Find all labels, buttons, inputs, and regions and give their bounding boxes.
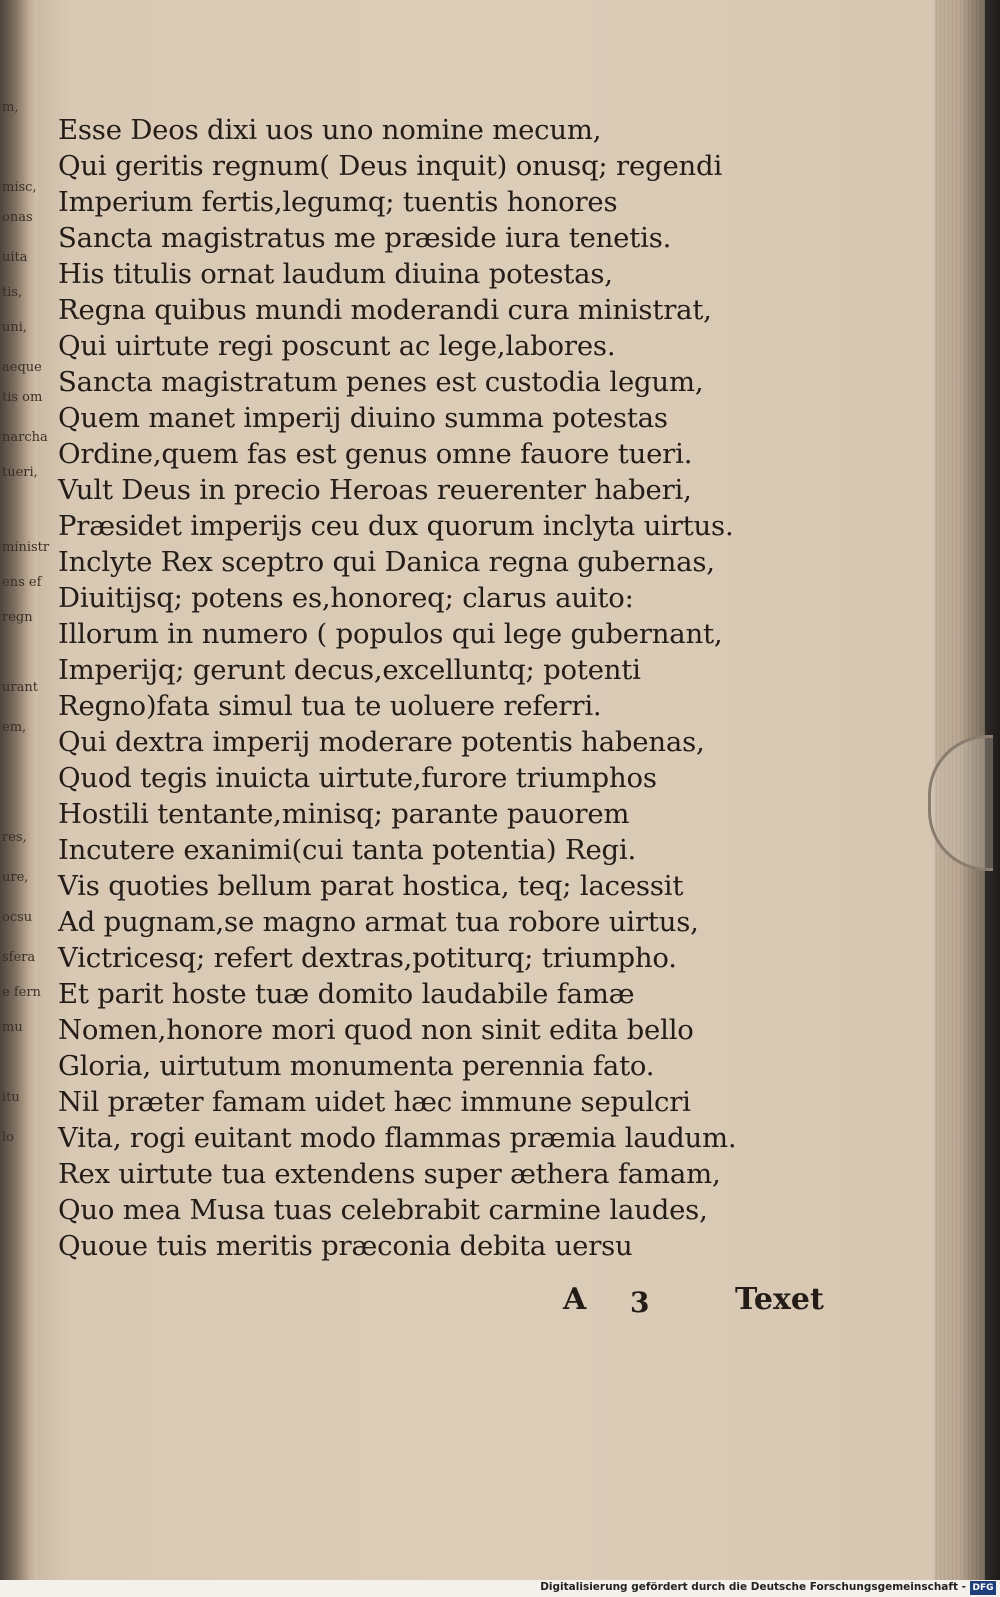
margin-fragment: m, <box>2 100 19 115</box>
margin-fragment: urant <box>2 680 38 695</box>
margin-fragment: res, <box>2 830 27 845</box>
dfg-logo-icon: DFG <box>970 1581 996 1595</box>
poem-line: Inclyte Rex sceptro qui Danica regna gubernas, <box>58 546 715 578</box>
margin-fragment: lo <box>2 1130 14 1145</box>
poem-line: Quem manet imperij diuino summa potestas <box>58 402 668 434</box>
poem-line: Sancta magistratum penes est custodia legum, <box>58 366 704 398</box>
margin-fragment: narcha <box>2 430 48 445</box>
poem-line: Quo mea Musa tuas celebrabit carmine laudes, <box>58 1194 708 1226</box>
margin-fragment: ens ef <box>2 575 42 590</box>
poem-line: Regno)fata simul tua te uoluere referri. <box>58 690 602 722</box>
margin-fragment: aeque <box>2 360 42 375</box>
margin-fragment: ministr <box>2 540 50 555</box>
margin-fragment: itu <box>2 1090 20 1105</box>
poem-line: Quoue tuis meritis præconia debita uersu <box>58 1230 633 1262</box>
margin-fragment: misc, <box>2 180 37 195</box>
poem-line: Qui uirtute regi poscunt ac lege,labores. <box>58 330 616 362</box>
poem-line: Diuitijsq; potens es,honoreq; clarus auito: <box>58 582 634 614</box>
poem-line: Vult Deus in precio Heroas reuerenter haberi, <box>58 474 692 506</box>
margin-fragment: mu <box>2 1020 23 1035</box>
poem-line: Illorum in numero ( populos qui lege gubernant, <box>58 618 723 650</box>
margin-fragment: ure, <box>2 870 29 885</box>
facing-page-edge <box>0 0 50 1580</box>
signature-number: 3 <box>630 1286 650 1319</box>
margin-fragment: regn <box>2 610 33 625</box>
poem-line: Esse Deos dixi uos uno nomine mecum, <box>58 114 602 146</box>
poem-line: Rex uirtute tua extendens super æthera famam, <box>58 1158 721 1190</box>
catchword: Texet <box>735 1282 824 1317</box>
margin-fragment: onas <box>2 210 33 225</box>
margin-fragment: uni, <box>2 320 28 335</box>
poem-line: Qui geritis regnum( Deus inquit) onusq; regendi <box>58 150 723 182</box>
poem-text-block <box>58 112 838 1264</box>
poem-line: Imperijq; gerunt decus,excelluntq; potenti <box>58 654 641 686</box>
poem-line: Ordine,quem fas est genus omne fauore tueri. <box>58 438 693 470</box>
footer-credit: Digitalisierung gefördert durch die Deutsche Forschungsgemeinschaft - <box>540 1581 966 1593</box>
margin-fragment: tis om <box>2 390 43 405</box>
margin-fragment: ocsu <box>2 910 33 925</box>
poem-line: Præsidet imperijs ceu dux quorum inclyta uirtus. <box>58 510 734 542</box>
poem-line: Nil præter famam uidet hæc immune sepulcri <box>58 1086 691 1118</box>
margin-fragment: uita <box>2 250 28 265</box>
poem-line: Vita, rogi euitant modo flammas præmia laudum. <box>58 1122 737 1154</box>
poem-line: Qui dextra imperij moderare potentis habenas, <box>58 726 705 758</box>
poem-line: Nomen,honore mori quod non sinit edita bello <box>58 1014 694 1046</box>
poem-line: Incutere exanimi(cui tanta potentia) Regi. <box>58 834 637 866</box>
poem-line: Regna quibus mundi moderandi cura ministrat, <box>58 294 712 326</box>
poem-line: Sancta magistratus me præside iura tenetis. <box>58 222 672 254</box>
margin-fragment: sfera <box>2 950 36 965</box>
poem-line: Gloria, uirtutum monumenta perennia fato. <box>58 1050 655 1082</box>
poem-line: Ad pugnam,se magno armat tua robore uirtus, <box>58 906 699 938</box>
poem-line: Victricesq; refert dextras,potiturq; triumpho. <box>58 942 677 974</box>
margin-fragment: tis, <box>2 285 23 300</box>
poem-line: Imperium fertis,legumq; tuentis honores <box>58 186 618 218</box>
margin-fragment: em, <box>2 720 27 735</box>
poem-line: Et parit hoste tuæ domito laudabile famæ <box>58 978 635 1010</box>
poem-line: His titulis ornat laudum diuina potestas, <box>58 258 613 290</box>
margin-fragment: e fern <box>2 985 41 1000</box>
poem-line: Vis quoties bellum parat hostica, teq; lacessit <box>58 870 684 902</box>
poem-line: Quod tegis inuicta uirtute,furore triumphos <box>58 762 657 794</box>
margin-fragment: tueri, <box>2 465 38 480</box>
poem-line: Hostili tentante,minisq; parante pauorem <box>58 798 630 830</box>
signature-mark: A <box>563 1282 587 1317</box>
